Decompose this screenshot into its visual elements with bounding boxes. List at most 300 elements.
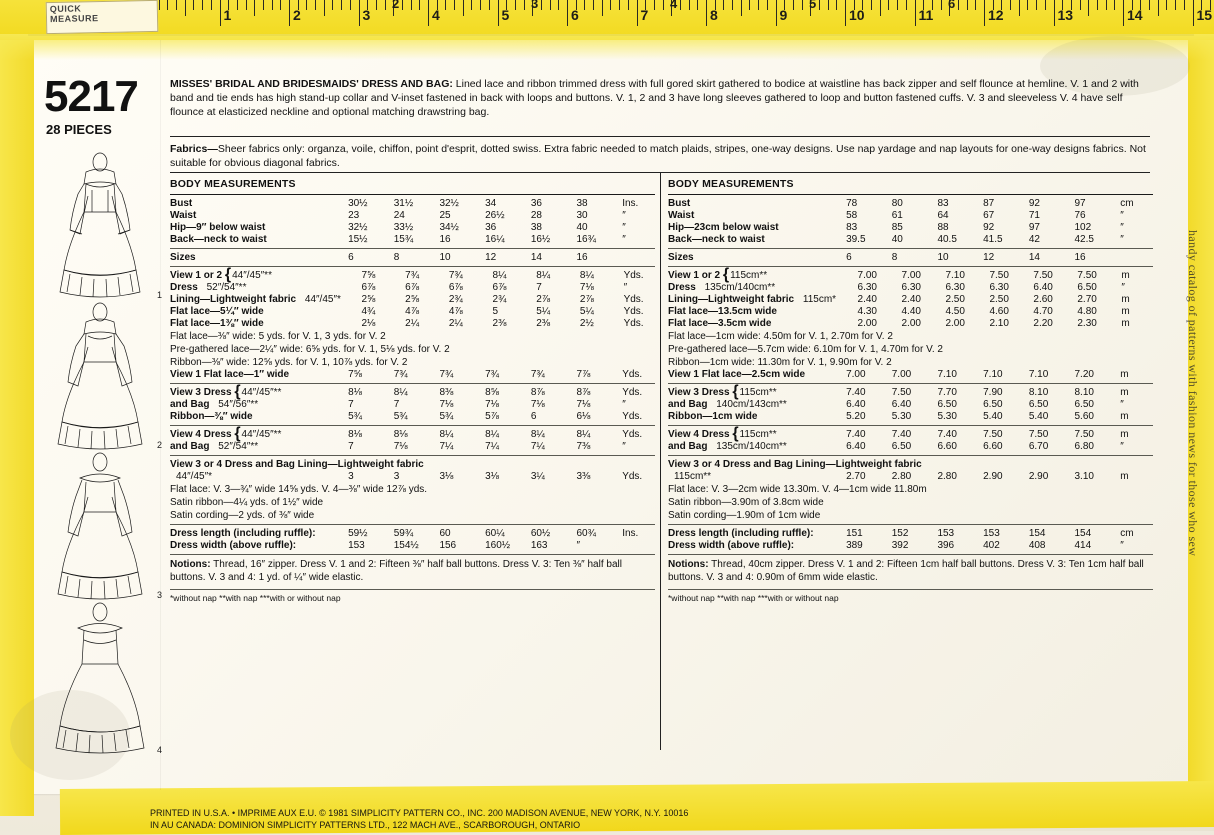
fabric-width: 44″/45″* xyxy=(304,294,341,305)
table-cell: 87 xyxy=(983,198,995,209)
table-cell: m xyxy=(1120,471,1129,482)
table-cell: 7⅜ xyxy=(576,441,591,452)
table-cell: ″ xyxy=(622,234,626,245)
table-cell: m xyxy=(1120,387,1129,398)
table-row xyxy=(668,270,1153,282)
row-label: View 4 Dress {115cm** xyxy=(668,425,777,442)
table-cell: 2⅞ xyxy=(536,294,551,305)
imperial-v1flat-table xyxy=(170,369,655,381)
table-cell: 4.80 xyxy=(1077,306,1097,317)
row-label: Dress length (including ruffle): xyxy=(668,528,814,539)
table-cell: 15¾ xyxy=(393,234,414,245)
top-band-fade xyxy=(0,34,1214,60)
table-cell: 2.60 xyxy=(1033,294,1053,305)
table-cell: 2½ xyxy=(579,318,594,329)
row-label: and Bag 52″/54″** xyxy=(170,441,259,452)
table-cell: 2⅝ xyxy=(361,294,376,305)
table-cell: 6⅞ xyxy=(448,282,463,293)
ruler-number: 5 xyxy=(501,7,510,23)
table-cell: 3.10 xyxy=(1074,471,1094,482)
fabric-width: 135cm/140cm** xyxy=(704,282,776,293)
ruler-number: 7 xyxy=(640,7,649,23)
note-line: Pre-gathered lace—2¼″ wide: 6⅝ yds. for V. 1, 5⅛ yds. for V. 2 xyxy=(170,344,450,355)
table-cell: Yds. xyxy=(623,306,644,317)
table-cell: 396 xyxy=(937,540,955,551)
table-cell: 39.5 xyxy=(846,234,866,245)
table-cell: 25 xyxy=(439,210,451,221)
table-cell: 8¼ xyxy=(576,429,591,440)
ruler-number: 11 xyxy=(918,7,934,23)
figure-2-number: 2 xyxy=(156,440,162,450)
table-row xyxy=(170,540,655,552)
ruler-tick xyxy=(836,0,837,10)
table-cell: 16 xyxy=(576,252,588,263)
table-cell: 2.20 xyxy=(1033,318,1053,329)
ruler-tick xyxy=(341,0,342,10)
table-row xyxy=(668,471,1153,483)
table-cell: 2.00 xyxy=(857,318,877,329)
table-cell: 6.50 xyxy=(983,399,1003,410)
table-row xyxy=(170,471,655,483)
table-cell: 6.40 xyxy=(1033,282,1053,293)
table-cell: 32½ xyxy=(439,198,459,209)
metric-view3-table xyxy=(668,383,1153,423)
table-cell: 6.50 xyxy=(1074,399,1094,410)
table-cell: 71 xyxy=(1028,210,1040,221)
description-title: MISSES' BRIDAL AND BRIDESMAIDS' DRESS AND BAG: xyxy=(170,78,453,90)
fabric-width: 115cm** xyxy=(674,471,712,482)
table-cell: 6.30 xyxy=(945,282,965,293)
table-cell: 5.20 xyxy=(846,411,866,422)
row-label: View 1 Flat lace—1″ wide xyxy=(170,369,290,380)
table-cell xyxy=(1120,252,1153,264)
table-cell: 7 xyxy=(348,441,354,452)
metric-v1flat-table xyxy=(668,369,1153,381)
print-line-2: IN AU CANADA: DOMINION SIMPLICITY PATTERNS LTD., 122 MACH AVE., SCARBOROUGH, ONTARIO xyxy=(150,820,581,830)
table-cell: 5¼ xyxy=(579,306,594,317)
quick-measure-line2: MEASURE xyxy=(49,12,99,24)
table-cell: 3⅜ xyxy=(576,471,591,482)
table-cell: 16½ xyxy=(530,234,551,245)
table-cell: 7⅛ xyxy=(579,282,594,293)
table-cell: 7.00 xyxy=(846,369,866,380)
table-cell: 153 xyxy=(983,528,1000,539)
table-row xyxy=(668,387,1153,399)
ruler-tick xyxy=(663,0,664,10)
ruler-top-number: 6 xyxy=(948,0,956,11)
table-cell: Yds. xyxy=(623,318,644,329)
ruler-number: 2 xyxy=(293,7,301,23)
table-cell: 7⅛ xyxy=(439,399,454,410)
fabrics-body: Sheer fabrics only: organza, voile, chiffon, point d'esprit, dotted swiss. Extra fabric needed to match plaids, stripes, one-way designs. Use nap yardage and nap layouts for one-way designs fabrics. Not suitable for obvious diagonal fabrics. xyxy=(170,143,1146,169)
table-cell: 5⅞ xyxy=(485,411,500,422)
ruler-tick xyxy=(489,0,490,10)
fabrics-title: Fabrics— xyxy=(170,143,218,155)
table-cell: Yds. xyxy=(622,387,643,398)
table-cell: ″ xyxy=(1120,222,1124,233)
ruler-tick xyxy=(1054,0,1055,26)
table-cell: 389 xyxy=(846,540,863,551)
table-cell: 7.10 xyxy=(937,369,957,380)
table-cell: 2.70 xyxy=(1077,294,1097,305)
ruler-tick xyxy=(306,0,307,10)
fabric-width: 44″/45″** xyxy=(241,387,282,398)
table-cell: 7¾ xyxy=(448,270,463,281)
table-cell: 6⅞ xyxy=(492,282,507,293)
table-cell: 3 xyxy=(348,471,354,482)
ruler-tick xyxy=(819,0,820,10)
ruler-number: 6 xyxy=(571,7,579,23)
table-cell: 151 xyxy=(846,528,863,539)
metric-lining-notes xyxy=(668,483,1153,522)
fabric-width: 52″/54″** xyxy=(206,282,247,293)
imperial-lining34-table xyxy=(170,459,655,483)
ruler-tick xyxy=(263,0,264,10)
table-cell: ″ xyxy=(1120,234,1124,245)
ruler-tick xyxy=(802,0,803,10)
ruler-tick xyxy=(167,0,168,10)
ruler-tick xyxy=(637,0,638,26)
table-row xyxy=(668,234,1153,246)
ruler-tick xyxy=(480,0,481,10)
table-cell: 6.50 xyxy=(1028,399,1049,410)
table-cell: 4.60 xyxy=(989,306,1009,317)
imperial-lining-notes xyxy=(170,483,655,522)
table-cell: 40 xyxy=(891,234,903,245)
figure-view-4 xyxy=(40,600,160,755)
imperial-notions-title: Notions: xyxy=(170,559,211,570)
table-cell: 8¼ xyxy=(530,429,545,440)
table-cell: m xyxy=(1121,294,1130,305)
table-cell: 6⅞ xyxy=(405,282,420,293)
imperial-panel xyxy=(170,178,655,603)
table-cell: 2.00 xyxy=(945,318,965,329)
table-cell: 8⅝ xyxy=(485,387,500,398)
table-cell: 64 xyxy=(937,210,949,221)
table-cell: 40.5 xyxy=(937,234,957,245)
table-row xyxy=(170,387,655,399)
imperial-yardage-table xyxy=(170,266,655,330)
table-row xyxy=(668,294,1153,306)
table-cell: 2.50 xyxy=(945,294,965,305)
table-cell: 12 xyxy=(485,252,497,263)
table-row xyxy=(668,210,1153,222)
table-cell: 7¾ xyxy=(485,369,500,380)
ruler-tick xyxy=(471,0,472,10)
metric-lining34-table xyxy=(668,459,1153,483)
ruler-tick xyxy=(428,0,429,26)
ruler-tick xyxy=(1193,0,1194,26)
note-line: Flat lace—⅜″ wide: 5 yds. for V. 1, 3 yds. for V. 2 xyxy=(170,331,386,342)
figure-view-3 xyxy=(40,450,160,600)
table-cell: 7.00 xyxy=(891,369,912,380)
pattern-description xyxy=(170,78,1150,120)
imperial-heading: BODY MEASUREMENTS xyxy=(170,178,296,190)
table-cell: 2¼ xyxy=(448,318,463,329)
table-row xyxy=(170,198,655,210)
fabric-width: 54″/56″** xyxy=(218,399,259,410)
table-cell: 7.50 xyxy=(1074,429,1094,440)
table-cell: 7¼ xyxy=(485,441,500,452)
table-cell: 6.30 xyxy=(989,282,1009,293)
table-cell: Yds. xyxy=(622,411,643,422)
table-cell: 402 xyxy=(983,540,1000,551)
table-cell: 8¼ xyxy=(485,429,500,440)
table-cell: cm xyxy=(1120,528,1134,539)
table-cell: 2.80 xyxy=(937,471,957,482)
ruler-tick xyxy=(220,0,221,26)
table-cell: ″ xyxy=(1120,399,1124,410)
table-cell: 7.40 xyxy=(937,429,957,440)
table-row xyxy=(668,198,1153,210)
fabric-width: 115cm** xyxy=(730,270,768,281)
table-cell: m xyxy=(1121,318,1130,329)
table-cell: 7 xyxy=(348,399,354,410)
table-cell: 5¾ xyxy=(439,411,454,422)
table-cell: 24 xyxy=(393,210,405,221)
table-cell: 8⅞ xyxy=(530,387,545,398)
ruler-top-number: 2 xyxy=(392,0,400,11)
table-cell: 7¾ xyxy=(530,369,545,380)
table-cell: 2.90 xyxy=(1028,471,1049,482)
table-row xyxy=(668,399,1153,411)
ruler-tick xyxy=(628,0,629,10)
fabric-width: 52″/54″** xyxy=(218,441,259,452)
ruler-tick xyxy=(654,0,655,10)
ruler-tick xyxy=(402,0,403,10)
ruler-tick xyxy=(411,0,412,10)
table-cell: 32½ xyxy=(348,222,368,233)
table-cell: 7.70 xyxy=(937,387,957,398)
table-cell: 7¼ xyxy=(530,441,545,452)
table-row xyxy=(170,411,655,423)
ruler-tick xyxy=(706,0,707,26)
table-cell: m xyxy=(1121,270,1130,281)
row-label: Dress width (above ruffle): xyxy=(170,540,297,551)
table-cell: 8¼ xyxy=(393,387,408,398)
ruler-tick xyxy=(584,0,585,10)
table-cell: 2⅜ xyxy=(536,318,551,329)
table-cell: Yds. xyxy=(622,429,643,440)
table-cell: 6⅞ xyxy=(361,282,376,293)
table-cell: 7¾ xyxy=(393,369,408,380)
metric-notes xyxy=(668,330,1153,369)
table-cell: 3 xyxy=(393,471,400,482)
row-label: Dress width (above ruffle): xyxy=(668,540,795,551)
ruler-tick xyxy=(906,0,907,10)
table-cell: 60 xyxy=(439,528,451,539)
row-label: Sizes xyxy=(170,252,196,263)
figure-3-number: 3 xyxy=(156,590,162,600)
table-cell: 5.30 xyxy=(937,411,957,422)
table-cell: 8 xyxy=(393,252,400,263)
table-cell: 8 xyxy=(891,252,898,263)
ruler-tick xyxy=(732,0,733,10)
ruler-tick xyxy=(749,0,750,10)
row-label: and Bag 140cm/143cm** xyxy=(668,399,787,410)
table-cell: 61 xyxy=(891,210,903,221)
table-cell: m xyxy=(1120,429,1129,440)
table-cell: m xyxy=(1121,306,1130,317)
row-label: Sizes xyxy=(668,252,694,263)
ruler-tick xyxy=(958,0,959,10)
table-cell: 60¼ xyxy=(485,528,505,539)
metric-notions-body: Thread, 40cm zipper. Dress V. 1 and 2: Fifteen 1cm half ball buttons. Dress V. 3: Ten 1cm half ball buttons. V. 3 and 4: 0.90m of 6mm wide elastic. xyxy=(668,559,1144,583)
table-row xyxy=(170,294,655,306)
row-label: Ribbon—1cm wide xyxy=(668,411,758,422)
ruler-tick xyxy=(610,0,611,10)
table-cell: 26½ xyxy=(485,210,505,221)
table-cell: 7.50 xyxy=(989,270,1009,281)
table-row xyxy=(668,282,1153,294)
table-row xyxy=(668,252,1153,264)
table-cell: 7.50 xyxy=(891,387,912,398)
fabric-width: 140cm/143cm** xyxy=(716,399,787,410)
ruler-tick xyxy=(1184,0,1185,10)
brace-glyph: { xyxy=(234,425,241,442)
ruler-tick xyxy=(741,0,742,16)
table-cell: ″ xyxy=(622,399,626,410)
ruler-tick xyxy=(845,0,846,26)
ruler-tick xyxy=(324,0,325,16)
metric-notions xyxy=(668,558,1153,584)
table-cell: 6.30 xyxy=(857,282,877,293)
row-label: Hip—9″ below waist xyxy=(170,222,266,233)
table-cell: 10 xyxy=(439,252,451,263)
table-cell: ″ xyxy=(1120,540,1124,551)
table-cell: 60½ xyxy=(530,528,551,539)
left-yellow-band xyxy=(0,26,34,816)
table-row xyxy=(170,270,655,282)
brace-glyph: { xyxy=(234,383,241,400)
row-label: Bust xyxy=(668,198,691,209)
table-cell: 2.40 xyxy=(857,294,877,305)
ruler-tick xyxy=(828,0,829,10)
brace-glyph: { xyxy=(732,383,739,400)
table-cell: 154 xyxy=(1074,528,1092,539)
table-row xyxy=(170,234,655,246)
table-cell: 7⅞ xyxy=(576,369,591,380)
table-cell: 6.70 xyxy=(1028,441,1049,452)
table-cell: 152 xyxy=(891,528,909,539)
metric-view4-table xyxy=(668,425,1153,453)
crease-vertical xyxy=(160,40,161,790)
table-cell: 6.50 xyxy=(937,399,957,410)
ruler-tick xyxy=(1019,0,1020,16)
ruler-tick xyxy=(1036,0,1037,10)
table-cell xyxy=(622,252,655,264)
table-cell: 2⅝ xyxy=(405,294,420,305)
table-cell: 8¼ xyxy=(536,270,551,281)
ruler-tick xyxy=(541,0,542,10)
table-row xyxy=(668,459,1153,471)
table-cell: 4⅞ xyxy=(448,306,463,317)
brace-glyph: { xyxy=(722,266,730,283)
table-cell: 60¾ xyxy=(576,528,596,539)
table-cell: 5.40 xyxy=(1028,411,1049,422)
table-row xyxy=(170,399,655,411)
table-cell: 6⅛ xyxy=(576,411,591,422)
table-cell: 2¼ xyxy=(405,318,420,329)
ruler-tick xyxy=(332,0,333,10)
ruler-number: 14 xyxy=(1127,7,1143,23)
ruler-number: 1 xyxy=(223,7,232,23)
ruler-tick xyxy=(524,0,525,10)
table-row xyxy=(170,210,655,222)
table-cell: 8⅜ xyxy=(439,387,454,398)
divider-1 xyxy=(170,136,1150,137)
table-row xyxy=(668,318,1153,330)
table-cell: 7.50 xyxy=(1028,429,1049,440)
table-cell: 7.40 xyxy=(891,429,912,440)
table-cell: 7.00 xyxy=(901,270,921,281)
row-label: Flat lace—5¼″ wide xyxy=(170,306,264,317)
ruler-tick xyxy=(246,0,247,10)
table-cell: 2.90 xyxy=(983,471,1003,482)
table-row xyxy=(170,369,655,381)
table-row xyxy=(668,369,1153,381)
ruler-tick xyxy=(602,0,603,16)
row-label: View 1 Flat lace—2.5cm wide xyxy=(668,369,806,380)
ruler-tick xyxy=(515,0,516,10)
ruler-tick xyxy=(376,0,377,10)
table-cell: 7.10 xyxy=(983,369,1003,380)
figure-4-number: 4 xyxy=(156,745,162,755)
ruler-top-number: 4 xyxy=(670,0,678,11)
table-cell: 5.60 xyxy=(1074,411,1094,422)
table-cell: 3¼ xyxy=(530,471,545,482)
table-cell: 10 xyxy=(937,252,949,263)
table-cell: 38 xyxy=(530,222,542,233)
imperial-notions xyxy=(170,558,655,584)
table-cell: 3⅛ xyxy=(439,471,454,482)
table-cell: 92 xyxy=(1028,198,1040,209)
table-row xyxy=(170,252,655,264)
table-cell: 4.40 xyxy=(901,306,921,317)
table-cell: 7⅝ xyxy=(348,369,362,380)
ruler-tick xyxy=(593,0,594,10)
ruler-tick xyxy=(419,0,420,10)
note-line: Ribbon—1cm wide: 11.30m for V. 1, 9.90m for V. 2 xyxy=(668,357,892,368)
note-line: Flat lace: V. 3—2cm wide 13.30m. V. 4—1cm wide 11.80m xyxy=(668,484,927,495)
table-cell: 36 xyxy=(530,198,542,209)
note-line: Satin ribbon—4¼ yds. of 1½″ wide xyxy=(170,497,324,508)
fabrics-block xyxy=(170,143,1150,171)
table-cell: cm xyxy=(1120,198,1134,209)
row-label: Dress 52″/54″** xyxy=(170,282,247,293)
ruler-tick xyxy=(984,0,985,26)
ruler-tick xyxy=(1097,0,1098,10)
table-cell: 6 xyxy=(530,411,537,422)
ruler-tick xyxy=(1088,0,1089,16)
ruler-number: 15 xyxy=(1196,7,1213,23)
ruler-tick xyxy=(463,0,464,16)
ruler-tick xyxy=(315,0,316,10)
ruler-number: 12 xyxy=(988,7,1004,23)
lining-heading: View 3 or 4 Dress and Bag Lining—Lightweight fabric xyxy=(170,459,424,470)
row-label: View 1 or 2 {44″/45″** xyxy=(170,266,272,283)
ruler-tick xyxy=(619,0,620,10)
table-cell: 38 xyxy=(576,198,588,209)
ruler-tick xyxy=(350,0,351,10)
table-cell: Yds. xyxy=(622,369,643,380)
table-cell: ″ xyxy=(1120,210,1124,221)
table-cell: 8¼ xyxy=(439,429,454,440)
ruler-tick xyxy=(723,0,724,10)
lining-heading: View 3 or 4 Dress and Bag Lining—Lightweight fabric xyxy=(668,459,922,470)
ruler xyxy=(0,0,1214,34)
table-cell: ″ xyxy=(1120,441,1124,452)
